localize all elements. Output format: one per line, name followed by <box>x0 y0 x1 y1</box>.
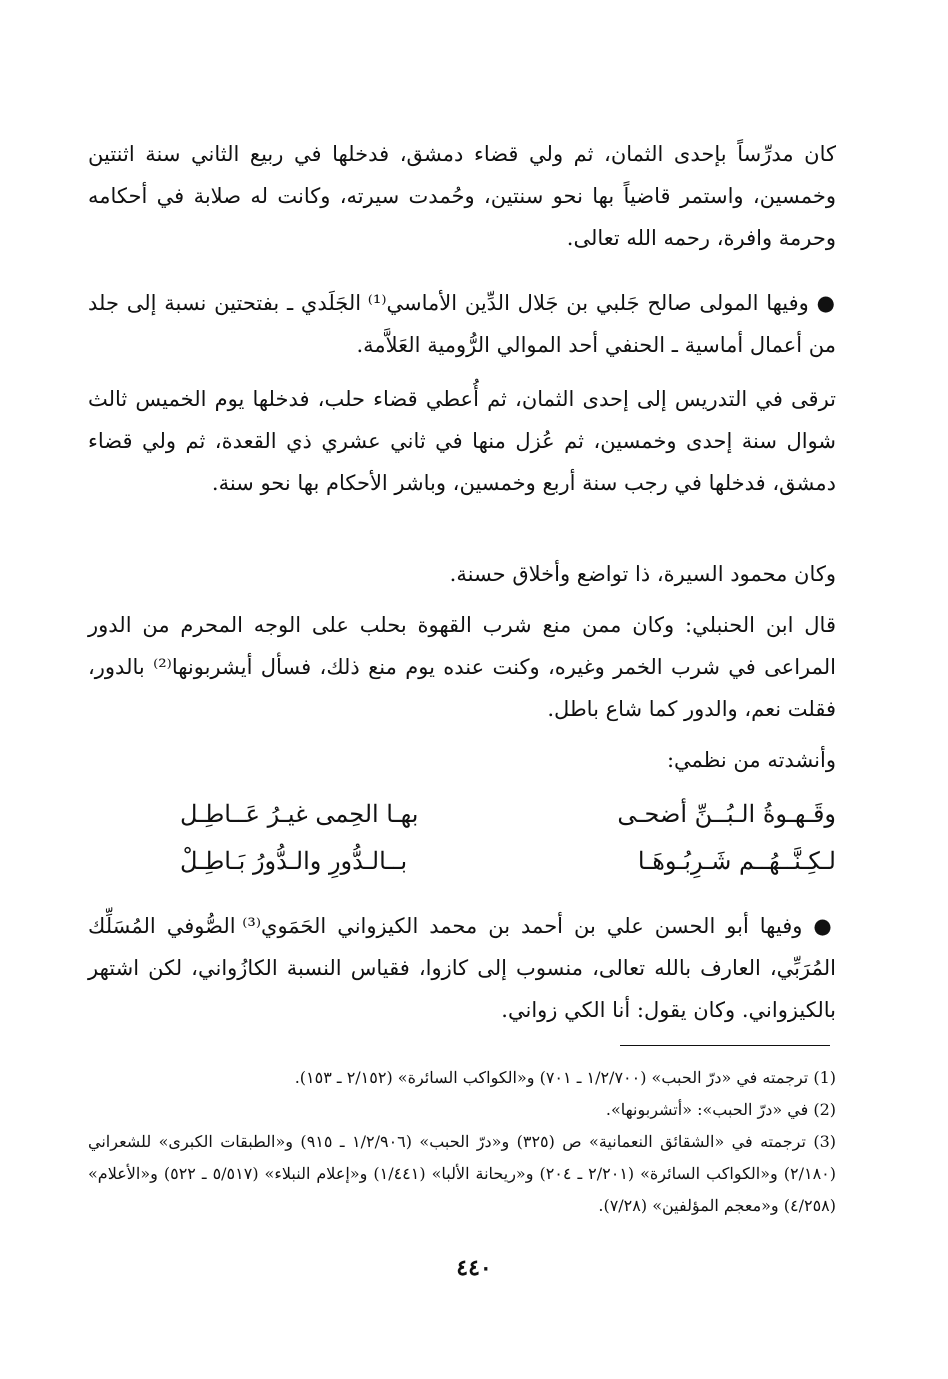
verse-line-2 <box>150 839 836 883</box>
paragraph-3: ترقى في التدريس إلى إحدى الثمان، ثم أُعطي قضاء حلب، فدخلها يوم الخميس ثالث شوال سنة إحدى وخمسين، ثم عُزل منها في ثاني عشري ذي القعدة، ثم ولي قضاء دمشق، فدخلها في رجب سنة أربع وخمسين، وباشر الأحكام بها نحو سنة. <box>88 387 836 495</box>
paragraph-4: وكان محمود السيرة، ذا تواضع وأخلاق حسنة. <box>449 562 836 586</box>
footnote-2: (2) في «درّ الحبب»: «أتشربونها». <box>605 1100 836 1119</box>
page-number: ٤٤٠ <box>456 1255 492 1281</box>
footnote-divider <box>620 1045 830 1046</box>
paragraph-1: كان مدرِّساً بإحدى الثمان، ثم ولي قضاء دمشق، فدخلها في ربيع الثاني سنة اثنتين وخمسين، واستمر قاضياً بها نحو سنتين، وحُمدت سيرته، وكانت له صلابة في أحكامه وحرمة وافرة، رحمه الله تعالى. <box>88 142 836 250</box>
entry-salih-jalabi: ● وفيها المولى صالح جَلبي بن جَلال الدِّين الأماسي⁽¹⁾ الجَلَدي ـ بفتحتين نسبة إلى جلد من أعمال أماسية ـ الحنفي أحد الموالي الرُّومية العَلاَّمة. <box>88 282 836 366</box>
verse-line-1 <box>150 792 836 836</box>
verse-2-second-hemistich: بــالـدُّورِ والـدُّورُ بَـاطِـلْ <box>180 847 408 875</box>
verse-2-first-hemistich: لـكِـنَّــهُــم شَـرِبُـوهَـا <box>637 847 836 875</box>
footnote-1: (1) ترجمته في «درّ الحبب» (١/٢/٧٠٠ ـ ٧٠١) و«الكواكب السائرة» (٢/١٥٢ ـ ١٥٣). <box>294 1068 836 1087</box>
verse-1-second-hemistich: بهـا الحِمى غيـرُ عَــاطِـل <box>180 800 419 828</box>
verse-intro: وأنشدته من نظمي: <box>666 748 836 772</box>
verse-1-first-hemistich: وقَـهـوةُ الـبُــنِّ أضحـى <box>617 800 836 828</box>
entry-kizwani: ● وفيها أبو الحسن علي بن أحمد بن محمد الكيزواني الحَمَوي⁽³⁾ الصُّوفي المُسَلِّك المُرَبِّي، العارف بالله تعالى، منسوب إلى كازوا، فقياس النسبة الكازُواني، لكن اشتهر بالكيزواني. وكان يقول: أنا الكي زواني. <box>88 905 836 1031</box>
footnote-3: (3) ترجمته في «الشقائق النعمانية» ص (٣٢٥) و«درّ الحبب» (١/٢/٩٠٦ ـ ٩١٥) و«الطبقات الكبرى» للشعراني (٢/١٨٠) و«الكواكب السائرة» (٢/٢٠١ ـ ٢٠٤) و«ريحانة الألبا» (١/٤٤١) و«إعلام النبلاء» (٥/٥١٧ ـ ٥٢٢) و«الأعلام» (٤/٢٥٨) و«معجم المؤلفين» (٧/٢٨). <box>88 1132 837 1215</box>
paragraph-5: قال ابن الحنبلي: وكان ممن منع شرب القهوة بحلب على الوجه المحرم من الدور المراعى في شرب الخمر وغيره، وكنت عنده يوم منع ذلك، فسأل أيشربونها⁽²⁾ بالدور، فقلت نعم، والدور كما شاع باطل. <box>88 613 836 721</box>
